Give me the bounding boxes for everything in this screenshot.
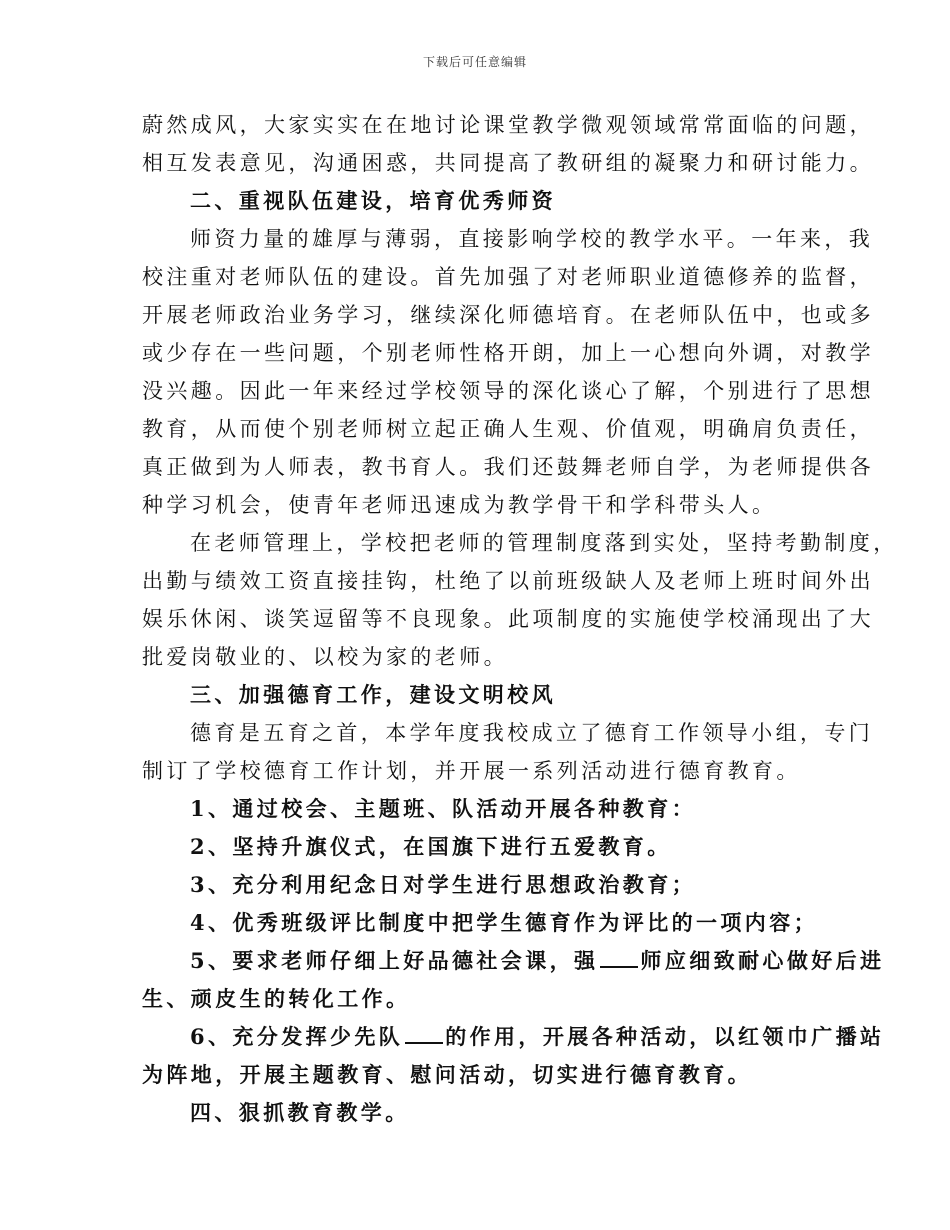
paragraph-line: 开展老师政治业务学习，继续深化师德培育。在老师队伍中，也或多 <box>142 303 874 327</box>
paragraph-line: 娱乐休闲、谈笑逗留等不良现象。此项制度的实施使学校涌现出了大 <box>142 607 874 631</box>
paragraph-line: 校注重对老师队伍的建设。首先加强了对老师职业道德修养的监督， <box>142 265 874 289</box>
list-item-5 <box>142 942 885 980</box>
list-item-3: 3、充分利用纪念日对学生进行思想政治教育； <box>190 872 697 897</box>
section-heading-3: 三、加强德育工作，建设文明校风 <box>190 682 556 707</box>
paragraph-line: 师资力量的雄厚与薄弱，直接影响学校的教学水平。一年来，我 <box>190 227 874 251</box>
paragraph-line: 真正做到为人师表，教书育人。我们还鼓舞老师自学，为老师提供各 <box>142 455 874 479</box>
list-item-1: 1、通过校会、主题班、队活动开展各种教育： <box>190 796 697 821</box>
paragraph-line: 出勤与绩效工资直接挂钩，杜绝了以前班级缺人及老师上班时间外出 <box>142 569 874 593</box>
document-body <box>142 106 898 1132</box>
list-item-6-part-b: 的作用，开展各种活动，以红领巾广播站 <box>445 1024 885 1049</box>
paragraph-line: 种学习机会，使青年老师迅速成为教学骨干和学科带头人。 <box>142 493 777 517</box>
paragraph-line: 在老师管理上，学校把老师的管理制度落到实处，坚持考勤制度， <box>190 531 898 555</box>
list-item-5-continued: 生、顽皮生的转化工作。 <box>142 986 411 1011</box>
paragraph-line: 相互发表意见，沟通困惑，共同提高了教研组的凝聚力和研讨能力。 <box>142 151 874 175</box>
list-item-4: 4、优秀班级评比制度中把学生德育作为评比的一项内容； <box>190 910 819 935</box>
paragraph-line: 教育，从而使个别老师树立起正确人生观、价值观，明确肩负责任， <box>142 417 874 441</box>
list-item-2: 2、坚持升旗仪式，在国旗下进行五爱教育。 <box>190 834 672 859</box>
list-item-6-part-a: 6、充分发挥少先队 <box>190 1024 404 1049</box>
paragraph-line: 蔚然成风，大家实实在在地讨论课堂教学微观领域常常面临的问题， <box>142 113 874 137</box>
list-item-5-part-b: 师应细致耐心做好后进 <box>640 948 885 973</box>
paragraph-line: 没兴趣。因此一年来经过学校领导的深化谈心了解，个别进行了思想 <box>142 379 874 403</box>
fill-in-blank <box>600 946 638 968</box>
list-item-6-continued: 为阵地，开展主题教育、慰问活动，切实进行德育教育。 <box>142 1062 752 1087</box>
section-heading-2: 二、重视队伍建设，培育优秀师资 <box>190 188 556 213</box>
fill-in-blank <box>405 1022 443 1044</box>
paragraph-line: 批爱岗敬业的、以校为家的老师。 <box>142 645 508 669</box>
paragraph-line: 制订了学校德育工作计划，并开展一系列活动进行德育教育。 <box>142 759 801 783</box>
paragraph-line: 德育是五育之首，本学年度我校成立了德育工作领导小组，专门 <box>190 721 874 745</box>
paragraph-line: 或少存在一些问题，个别老师性格开朗，加上一心想向外调，对教学 <box>142 341 874 365</box>
list-item-6 <box>142 1018 885 1056</box>
page-header-note: 下载后可任意编辑 <box>422 55 527 69</box>
section-heading-4: 四、狠抓教育教学。 <box>190 1100 410 1125</box>
list-item-5-part-a: 5、要求老师仔细上好品德社会课，强 <box>190 948 599 973</box>
